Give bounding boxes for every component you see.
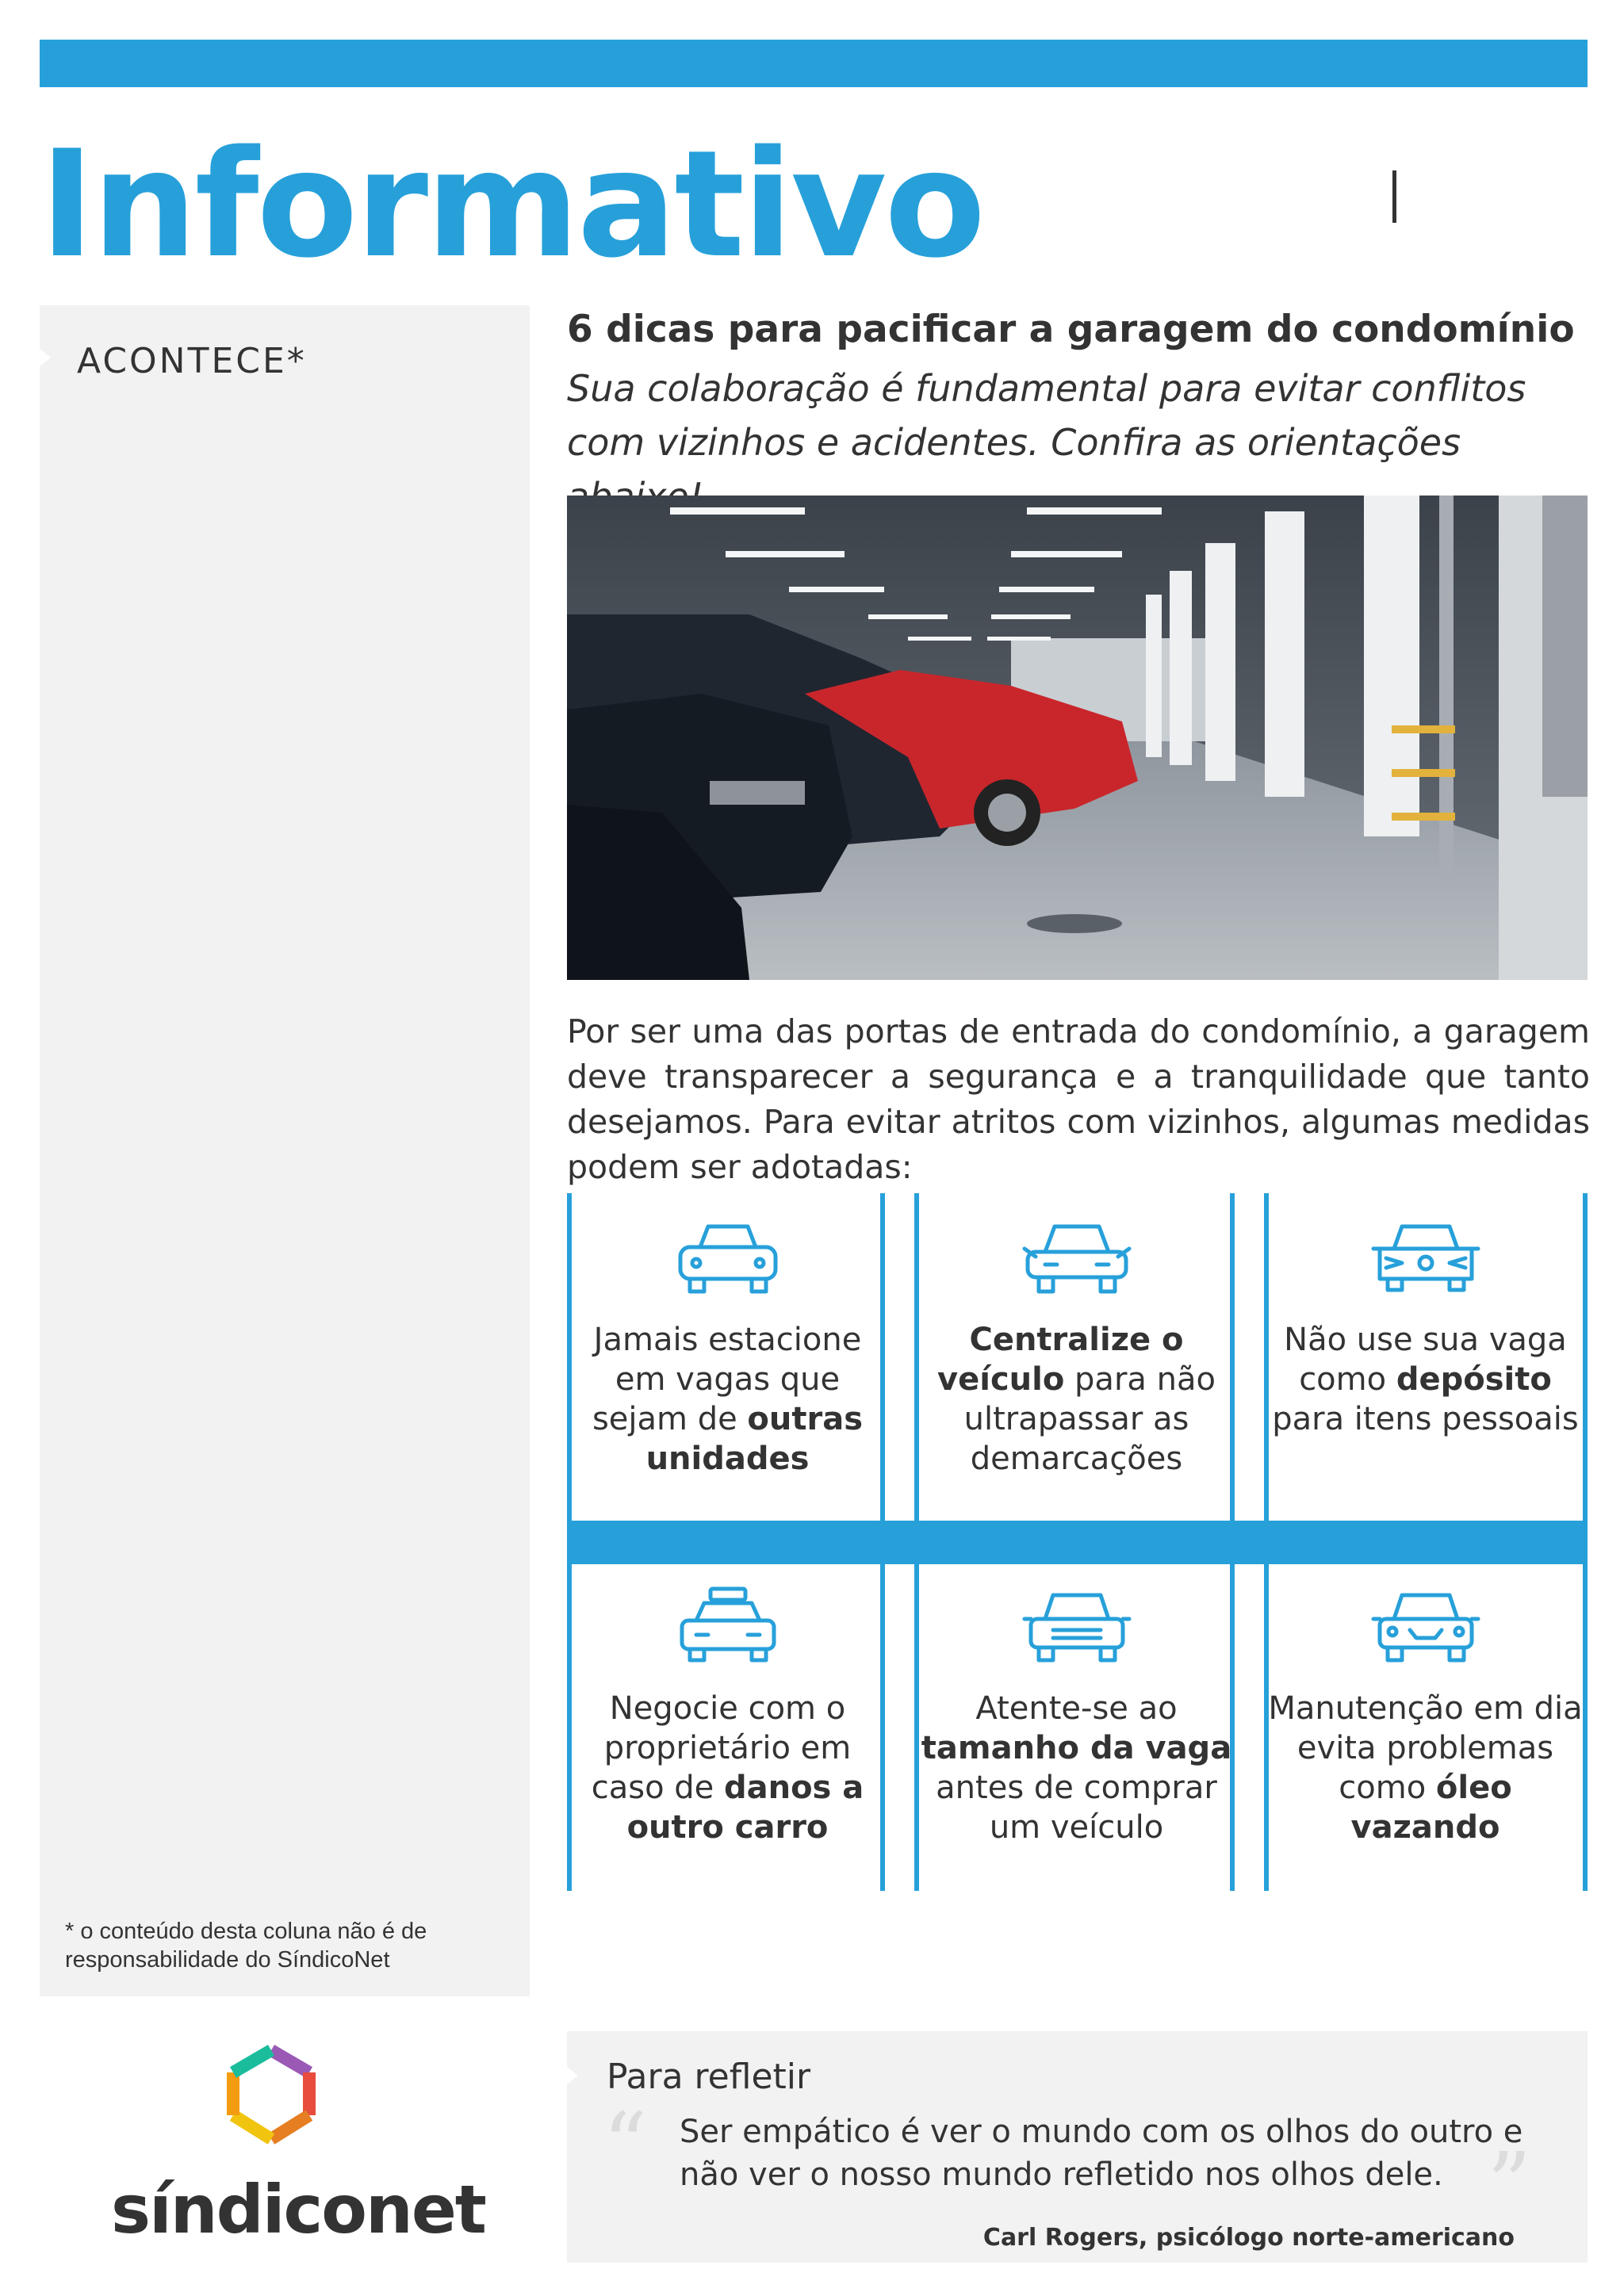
tip-text: Não use sua vaga como depósito para itens pessoais xyxy=(1272,1322,1579,1437)
article-intro: Por ser uma das portas de entrada do condomínio, a garagem deve transparecer a segurança e a tranquilidade que tanto desejamos. Para evitar atritos com vizinhos, algumas medidas podem ser adotadas: xyxy=(567,1012,1590,1186)
tip-text: Negocie com o proprietário em caso de danos a outro carro xyxy=(591,1690,864,1846)
tip-card xyxy=(916,1586,1237,1847)
tip-text: Centralize o veículo para não ultrapassar as demarcações xyxy=(937,1322,1216,1477)
car-front-icon xyxy=(672,1217,783,1296)
tip-card xyxy=(567,1217,888,1479)
brand-name: síndiconet xyxy=(111,2171,485,2248)
open-quote-icon: “ xyxy=(603,2094,648,2195)
tip-text: Atente-se ao tamanho da vaga antes de comprar um veículo xyxy=(921,1690,1232,1846)
taxi-icon xyxy=(672,1586,783,1665)
tip-text: Jamais estacione em vagas que sejam de outras unidades xyxy=(592,1322,864,1477)
tip-card xyxy=(567,1586,888,1847)
reflection-heading: Para refletir xyxy=(607,2057,811,2097)
sidebar-heading: ACONTECE* xyxy=(77,341,307,381)
car-front-icon xyxy=(1370,1217,1481,1296)
car-front-icon xyxy=(1021,1586,1132,1665)
title-cursor-mark xyxy=(1392,170,1396,223)
reflection-author: Carl Rogers, psicólogo norte-americano xyxy=(982,2224,1515,2252)
sidebar-footnote: * o conteúdo desta coluna não é de responsabilidade do SíndicoNet xyxy=(65,1919,427,1973)
car-front-icon xyxy=(1021,1217,1132,1296)
sidebar-panel xyxy=(40,305,530,1996)
tip-text: Manutenção em dia evita problemas como óleo vazando xyxy=(1268,1690,1583,1846)
grid-band xyxy=(567,1521,1588,1564)
sidebar-pointer-icon xyxy=(40,349,51,366)
reflection-quote: Ser empático é ver o mundo com os olhos do outro e não ver o nosso mundo refletido nos olhos dele. xyxy=(680,2114,1523,2193)
tip-card xyxy=(1265,1586,1586,1847)
garage-photo xyxy=(567,496,1588,980)
tips-grid xyxy=(567,1193,1588,1891)
reflection-pointer-icon xyxy=(567,2067,578,2084)
top-accent-bar xyxy=(40,40,1588,87)
tip-card xyxy=(1265,1217,1586,1439)
car-front-icon xyxy=(1370,1586,1481,1665)
tip-card xyxy=(916,1217,1237,1479)
article-subtitle: Sua colaboração é fundamental para evitar conflitos com vizinhos e acidentes. Confira as orientações xyxy=(567,367,1526,464)
page-title: Informativo xyxy=(40,118,984,290)
article-title: 6 dicas para pacificar a garagem do condomínio xyxy=(567,308,1575,351)
close-quote-icon: ” xyxy=(1487,2133,1532,2235)
brand-logo-icon xyxy=(224,2044,319,2152)
